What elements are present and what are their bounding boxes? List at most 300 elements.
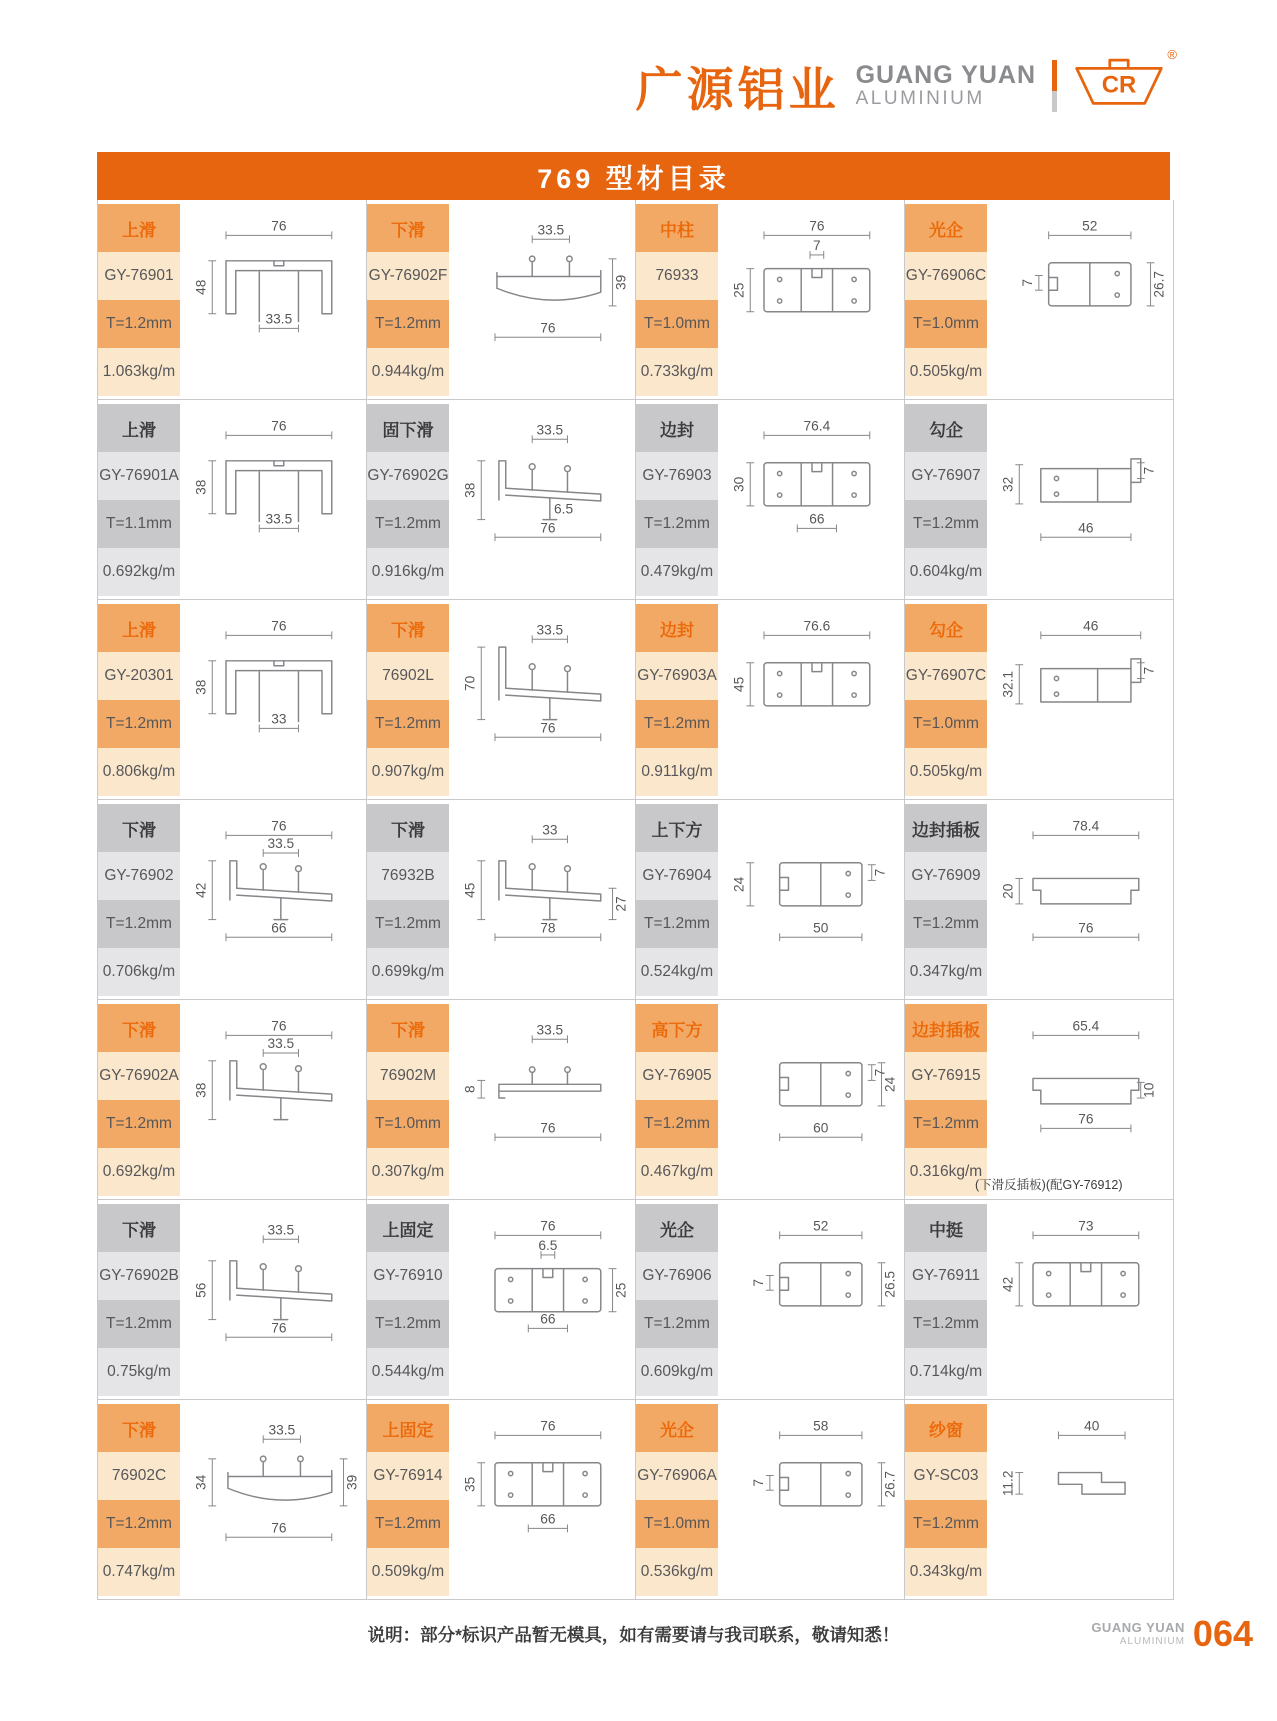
category-label: 固下滑 [367,404,449,452]
category-label: 光企 [636,1404,718,1452]
company-logo [1073,46,1177,118]
svg-text:65.4: 65.4 [1072,1018,1100,1034]
footer-note: 说明：部分*标识产品暂无模具，如有需要请与我司联系，敬请知悉！ [367,1625,900,1645]
profile-labels [905,804,987,999]
model-number: GY-76914 [367,1452,449,1500]
svg-text:66: 66 [540,1311,556,1327]
thickness-label: T=1.2mm [367,900,449,948]
profile-labels [367,204,449,399]
svg-text:38: 38 [193,1082,209,1098]
category-label: 上滑 [98,604,180,652]
svg-text:33.5: 33.5 [265,311,293,327]
svg-text:33.5: 33.5 [268,1422,296,1438]
category-label: 边封插板 [905,804,987,852]
svg-text:8: 8 [462,1085,478,1094]
profile-cell [905,200,1174,400]
profile-drawing [180,204,366,399]
profile-drawing [180,1204,366,1399]
profile-drawing-svg [987,404,1173,596]
profile-cell [636,1200,905,1400]
svg-text:48: 48 [193,279,209,295]
profile-drawing [718,204,904,399]
svg-text:76.4: 76.4 [803,418,831,434]
profile-cell [367,800,636,1000]
svg-text:76: 76 [540,320,556,336]
category-label: 上固定 [367,1404,449,1452]
weight-label: 0.747kg/m [98,1548,180,1596]
thickness-label: T=1.2mm [905,1300,987,1348]
model-number: 76902M [367,1052,449,1100]
svg-text:33.5: 33.5 [267,1036,295,1052]
profile-drawing [987,804,1173,999]
profile-drawing-svg [180,804,366,996]
thickness-label: T=1.2mm [98,300,180,348]
profile-drawing [718,1204,904,1399]
category-label: 边封 [636,604,718,652]
page-header [0,0,1277,152]
profile-drawing-svg [718,204,904,396]
svg-text:76: 76 [271,1018,287,1034]
category-label: 下滑 [98,1004,180,1052]
weight-label: 0.911kg/m [636,748,718,796]
profile-drawing [449,204,635,399]
model-number: GY-76902F [367,252,449,300]
svg-text:52: 52 [1082,218,1098,234]
svg-text:76: 76 [271,1320,287,1336]
profile-labels [636,604,718,799]
weight-label: 0.505kg/m [905,348,987,396]
profile-drawing-svg [718,804,904,996]
svg-text:35: 35 [462,1476,478,1492]
profile-labels [636,1404,718,1599]
profile-drawing [987,1204,1173,1399]
profile-labels [905,604,987,799]
category-label: 光企 [905,204,987,252]
profile-drawing-svg [449,404,635,596]
profile-labels [98,804,180,999]
weight-label: 0.692kg/m [98,548,180,596]
weight-label: 0.316kg/m [905,1148,987,1196]
category-label: 下滑 [98,804,180,852]
category-label: 下滑 [367,804,449,852]
brand-divider [1052,60,1057,112]
svg-text:11.2: 11.2 [1000,1470,1016,1497]
profile-drawing-svg [449,804,635,996]
svg-text:42: 42 [193,882,209,898]
profile-cell [98,1200,367,1400]
svg-text:76.6: 76.6 [803,618,831,634]
thickness-label: T=1.2mm [636,1100,718,1148]
profile-cell [636,200,905,400]
thickness-label: T=1.2mm [367,700,449,748]
svg-text:76: 76 [271,418,287,434]
svg-text:33.5: 33.5 [536,622,564,638]
model-number: GY-76906 [636,1252,718,1300]
profile-drawing [180,604,366,799]
svg-text:60: 60 [813,1120,829,1136]
profile-labels [905,1204,987,1399]
category-label: 纱窗 [905,1404,987,1452]
model-number: GY-76903A [636,652,718,700]
profile-drawing-svg [718,404,904,596]
svg-text:7: 7 [1020,279,1035,287]
svg-text:38: 38 [193,479,209,495]
profile-cell [367,400,636,600]
model-number: GY-76902B [98,1252,180,1300]
profile-labels [905,404,987,599]
svg-text:40: 40 [1084,1418,1100,1434]
profile-labels [98,204,180,399]
svg-text:76: 76 [271,818,287,834]
profile-cell [367,200,636,400]
weight-label: 0.699kg/m [367,948,449,996]
profile-drawing-svg [180,604,366,796]
profile-labels [367,1004,449,1199]
thickness-label: T=1.2mm [636,1300,718,1348]
model-number: GY-76915 [905,1052,987,1100]
model-number: 76902C [98,1452,180,1500]
brand-name-chinese: 广源铝业 [635,62,840,116]
svg-text:56: 56 [193,1282,209,1298]
profile-cell [636,1400,905,1600]
svg-text:76: 76 [540,1120,556,1136]
category-label: 下滑 [367,1004,449,1052]
profile-drawing-svg [180,1404,366,1596]
profile-cell [905,400,1174,600]
model-number: GY-76902 [98,852,180,900]
profile-cell [98,600,367,800]
thickness-label: T=1.2mm [905,1100,987,1148]
profile-drawing [718,1404,904,1599]
svg-text:20: 20 [1000,883,1016,899]
profile-drawing-svg [987,604,1173,796]
category-label: 光企 [636,1204,718,1252]
svg-text:32: 32 [1000,476,1016,492]
weight-label: 0.806kg/m [98,748,180,796]
thickness-label: T=1.2mm [367,1500,449,1548]
profile-labels [98,404,180,599]
profile-labels [98,1404,180,1599]
profile-cell [98,200,367,400]
model-number: GY-20301 [98,652,180,700]
profile-drawing-svg [718,1004,904,1196]
category-label: 中柱 [636,204,718,252]
svg-text:26.7: 26.7 [882,1470,898,1498]
category-label: 上下方 [636,804,718,852]
profile-labels [636,204,718,399]
svg-text:33.5: 33.5 [267,1222,295,1238]
svg-text:58: 58 [813,1418,829,1434]
profile-drawing [449,1004,635,1199]
page-number: 064 [1192,1613,1253,1654]
thickness-label: T=1.2mm [98,1300,180,1348]
thickness-label: T=1.0mm [636,1500,718,1548]
model-number: GY-76904 [636,852,718,900]
svg-text:25: 25 [731,282,747,298]
profile-drawing-svg [718,1404,904,1596]
thickness-label: T=1.2mm [905,900,987,948]
thickness-label: T=1.0mm [905,300,987,348]
profile-drawing-svg [449,204,635,396]
svg-text:7: 7 [872,868,888,877]
category-label: 高下方 [636,1004,718,1052]
brand-name-english-block [856,62,1036,110]
profile-labels [98,1204,180,1399]
profile-drawing [180,404,366,599]
profile-drawing [718,604,904,799]
category-label: 边封 [636,404,718,452]
thickness-label: T=1.2mm [98,900,180,948]
thickness-label: T=1.2mm [98,700,180,748]
weight-label: 0.692kg/m [98,1148,180,1196]
svg-text:10: 10 [1141,1082,1157,1098]
profile-cell [905,1400,1174,1600]
profile-drawing [449,1404,635,1599]
profile-labels [636,1004,718,1199]
profile-labels [98,1004,180,1199]
page-footer [0,1613,1277,1686]
svg-text:39: 39 [613,274,629,290]
model-number: 76933 [636,252,718,300]
thickness-label: T=1.0mm [905,700,987,748]
weight-label: 0.347kg/m [905,948,987,996]
svg-text:78.4: 78.4 [1072,818,1100,834]
svg-text:6.5: 6.5 [554,501,574,517]
profile-labels [636,404,718,599]
thickness-label: T=1.2mm [98,1100,180,1148]
svg-text:24: 24 [882,1076,898,1092]
profile-drawing [180,1404,366,1599]
svg-text:6.5: 6.5 [538,1238,558,1254]
profile-cell [98,400,367,600]
profile-drawing-svg [449,1004,635,1196]
category-label: 中挺 [905,1204,987,1252]
brand-block [635,46,1177,120]
footer-page-info [1091,1613,1253,1654]
category-label: 勾企 [905,604,987,652]
model-number: GY-76902G [367,452,449,500]
category-label: 勾企 [905,404,987,452]
profile-drawing-svg [180,1204,366,1396]
weight-label: 0.706kg/m [98,948,180,996]
svg-text:46: 46 [1078,520,1094,536]
model-number: GY-76905 [636,1052,718,1100]
profile-labels [98,604,180,799]
model-number: GY-SC03 [905,1452,987,1500]
profile-cell [636,600,905,800]
model-number: GY-76907C [905,652,987,700]
profile-drawing [449,804,635,999]
category-label: 上固定 [367,1204,449,1252]
thickness-label: T=1.0mm [636,300,718,348]
profile-drawing-svg [987,1204,1173,1396]
weight-label: 0.714kg/m [905,1348,987,1396]
weight-label: 0.907kg/m [367,748,449,796]
profile-labels [367,1404,449,1599]
model-number: GY-76907 [905,452,987,500]
profile-drawing-svg [718,604,904,796]
profile-drawing-svg [987,1404,1173,1596]
svg-text:33.5: 33.5 [536,422,564,438]
weight-label: 0.544kg/m [367,1348,449,1396]
profile-cell [636,800,905,1000]
svg-text:52: 52 [813,1218,829,1234]
profile-cell [98,800,367,1000]
weight-label: 0.505kg/m [905,748,987,796]
profile-drawing-svg [718,1204,904,1396]
footer-brand-block [1091,1621,1185,1646]
category-label: 上滑 [98,404,180,452]
model-number: GY-76910 [367,1252,449,1300]
profile-cell [367,600,636,800]
profile-labels [905,1404,987,1599]
profile-cell [98,1400,367,1600]
weight-label: 0.604kg/m [905,548,987,596]
model-number: GY-76901A [98,452,180,500]
svg-text:70: 70 [462,675,478,691]
thickness-label: T=1.1mm [98,500,180,548]
model-number: 76932B [367,852,449,900]
svg-text:76: 76 [1078,920,1094,936]
model-number: GY-76906A [636,1452,718,1500]
profile-drawing-svg [449,1204,635,1396]
profile-drawing [987,204,1173,399]
svg-text:33.5: 33.5 [536,1022,564,1038]
svg-text:66: 66 [271,920,287,936]
weight-label: 0.307kg/m [367,1148,449,1196]
profile-drawing-svg [987,1004,1173,1196]
category-label: 下滑 [98,1204,180,1252]
weight-label: 0.944kg/m [367,348,449,396]
profile-drawing [180,1004,366,1199]
svg-text:38: 38 [462,482,478,498]
profile-cell [367,1000,636,1200]
svg-text:33.5: 33.5 [537,222,565,238]
thickness-label: T=1.2mm [367,500,449,548]
catalog-title-bar [97,152,1170,200]
profile-drawing [987,1404,1173,1599]
category-label: 下滑 [98,1404,180,1452]
weight-label: 1.063kg/m [98,348,180,396]
weight-label: 0.536kg/m [636,1548,718,1596]
profile-drawing-svg [987,204,1173,396]
brand-subtitle-english: ALUMINIUM [855,88,985,110]
weight-label: 0.916kg/m [367,548,449,596]
profile-cell [367,1400,636,1600]
svg-text:76: 76 [809,218,825,234]
thickness-label: T=1.2mm [367,1300,449,1348]
thickness-label: T=1.2mm [636,900,718,948]
thickness-label: T=1.2mm [636,500,718,548]
svg-text:66: 66 [809,511,825,527]
profile-cell [905,1200,1174,1400]
thickness-label: T=1.0mm [367,1100,449,1148]
weight-label: 0.609kg/m [636,1348,718,1396]
svg-text:34: 34 [193,1474,209,1490]
footer-brand-english: GUANG YUAN [1091,1620,1185,1636]
svg-text:42: 42 [1000,1276,1016,1292]
profile-cell [636,400,905,600]
thickness-label: T=1.2mm [367,300,449,348]
profile-drawing [449,604,635,799]
profile-drawing [718,404,904,599]
svg-text:25: 25 [613,1282,629,1298]
profile-drawing [975,1004,1173,1199]
model-number: GY-76903 [636,452,718,500]
svg-text:33: 33 [271,711,287,727]
profile-labels [905,204,987,399]
svg-text:7: 7 [751,1279,766,1287]
category-label: 下滑 [367,604,449,652]
weight-label: 0.467kg/m [636,1148,718,1196]
svg-text:CR: CR [1101,70,1137,98]
svg-text:33: 33 [542,822,558,838]
model-number: GY-76911 [905,1252,987,1300]
svg-text:76: 76 [271,218,287,234]
svg-text:76: 76 [540,720,556,736]
profile-drawing [987,604,1173,799]
profile-drawing-svg [180,1004,366,1196]
profile-grid [97,200,1171,1600]
svg-text:76: 76 [540,1218,556,1234]
profile-labels [367,604,449,799]
weight-label: 0.509kg/m [367,1548,449,1596]
svg-text:32.1: 32.1 [1000,670,1016,698]
profile-cell [905,1000,1174,1200]
profile-labels [367,804,449,999]
svg-text:78: 78 [540,920,556,936]
catalog-title: 769 型材目录 [537,163,730,194]
profile-labels [636,1204,718,1399]
profile-drawing-svg [180,204,366,396]
profile-drawing-svg [449,604,635,796]
profile-drawing-svg [449,1404,635,1596]
profile-note: (下滑反插板)(配GY-76912) [975,1178,1123,1192]
svg-text:66: 66 [540,1511,556,1527]
svg-text:76: 76 [271,1520,287,1536]
weight-label: 0.75kg/m [98,1348,180,1396]
svg-text:27: 27 [613,896,629,912]
svg-text:76: 76 [271,618,287,634]
profile-cell [905,600,1174,800]
weight-label: 0.524kg/m [636,948,718,996]
profile-labels [636,804,718,999]
svg-text:73: 73 [1078,1218,1094,1234]
profile-labels [367,1204,449,1399]
svg-text:76: 76 [540,1418,556,1434]
svg-text:26.7: 26.7 [1151,270,1167,298]
svg-text:33.5: 33.5 [265,511,293,527]
svg-text:76: 76 [540,520,556,536]
profile-drawing [449,404,635,599]
model-number: 76902L [367,652,449,700]
profile-drawing [718,804,904,999]
profile-cell [636,1000,905,1200]
profile-cell [367,1200,636,1400]
weight-label: 0.479kg/m [636,548,718,596]
svg-text:7: 7 [872,1068,888,1077]
thickness-label: T=1.2mm [636,700,718,748]
thickness-label: T=1.2mm [98,1500,180,1548]
svg-text:7: 7 [813,238,821,254]
svg-text:45: 45 [731,676,747,692]
profile-drawing [718,1004,904,1199]
model-number: GY-76906C [905,252,987,300]
svg-text:46: 46 [1083,618,1099,634]
weight-label: 0.343kg/m [905,1548,987,1596]
profile-drawing-svg [180,404,366,596]
category-label: 下滑 [367,204,449,252]
